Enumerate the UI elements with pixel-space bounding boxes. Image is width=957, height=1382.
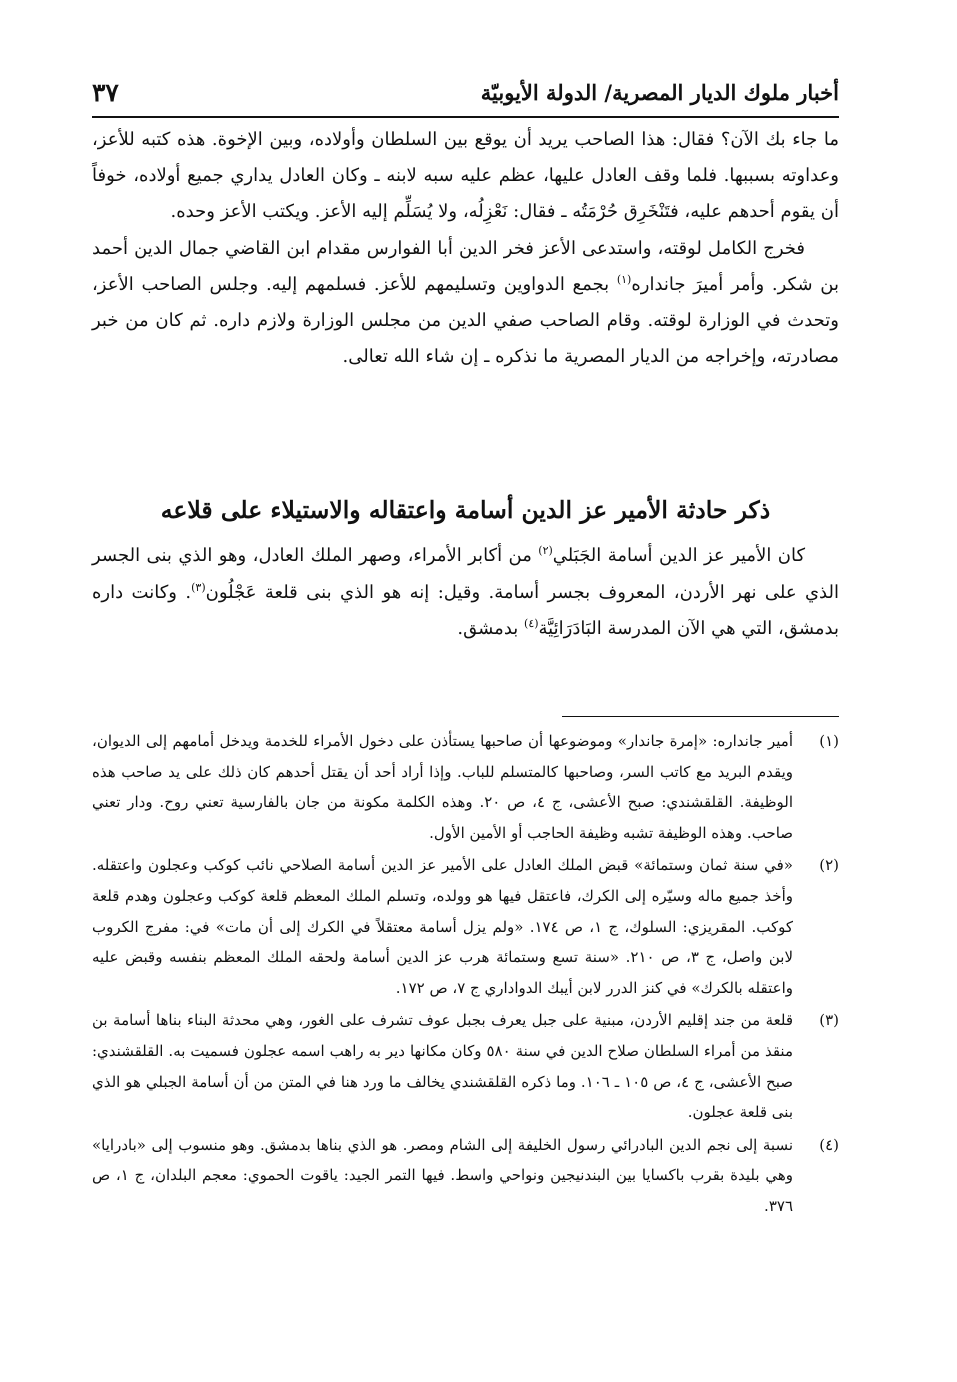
footnote-text: نسبة إلى نجم الدين البادرائي رسول الخليفة إلى الشام ومصر. هو الذي بناها بدمشق. وهو منسوب إلى «بادرايا» وهي بليدة بقرب باكسايا بين البندنيجين ونواحي واسط. فيها التمر الجيد: ياقوت الحموي: معجم البلدان، ج ١، ص ٣٧٦.: [92, 1135, 794, 1215]
section-text: [92, 538, 839, 648]
footnote-separator: [562, 716, 839, 717]
main-text: [92, 122, 839, 375]
section-paragraph-part-a: كان الأمير عز الدين أسامة الجَبَلي: [552, 545, 806, 566]
footnote-marker: (٢): [819, 856, 839, 875]
section-heading: ذكر حادثة الأمير عز الدين أسامة واعتقاله والاستيلاء على قلاعه: [160, 496, 771, 524]
section-paragraph-part-d: بدمشق.: [457, 618, 525, 639]
footnote-marker: (٤): [819, 1135, 839, 1154]
paragraph-1: ما جاء بك الآن؟ فقال: هذا الصاحب يريد أن يوقع بين السلطان وأولاده، وبين الإخوة. هذه كتبه للأعز، وعداوته بسببها. فلما وقف العادل عليها، عظم عليه سبه لابنه ـ وكان العادل يداري جميع أولاده، خوفاً أن يقوم أحدهم عليه، فتَنْخَرِق حُرْمَتُه ـ فقال: نَعْزِلُه، ولا يُسَلِّم إليه الأعز. ويكتب الأعز وحده.: [92, 129, 839, 223]
footnote-ref-1: (١): [616, 272, 632, 286]
footnote-text: قلعة من جند إقليم الأردن، مبنية على جبل يعرف بجبل عوف تشرف على الغور، وهي محدثة البناء بناها أسامة بن منقذ من أمراء السلطان صلاح الدين في سنة ٥٨٠ وكان مكانها دير به راهب اسمه عجلون فسميت به. القلقشندي: صبح الأعشى، ج ٤، ص ١٠٥ ـ ١٠٦. وما ذكره القلقشندي يخالف ما ورد هنا في المتن من أن أسامة الجبلي هو الذي بنى قلعة عجلون.: [92, 1011, 793, 1122]
section-paragraph: [92, 538, 839, 648]
footnote-ref-2: (٢): [538, 544, 553, 557]
footnote-ref-4: (٤): [524, 617, 539, 630]
footnote-marker: (١): [819, 732, 839, 750]
header-rule: [92, 116, 839, 118]
footnote: [92, 850, 839, 1003]
page-header: [92, 70, 839, 114]
paragraph-2-part-b: بجمع الدواوين وتسليمهم للأعز. فسلمهم إليه. وجلس الصاحب الأعز، وتحدث في الوزارة لوقته. وقام الصاحب صفي الدين من مجلس الوزارة ولازم داره. ثم كان من خبر مصادرته، وإخراجه من الديار المصرية ما نذكره ـ إن شاء الله تعالى.: [92, 273, 839, 368]
footnote-marker: (٣): [819, 1011, 839, 1030]
page-number: ٣٧: [92, 77, 119, 107]
paragraph-2: [92, 231, 839, 376]
footnote: [92, 1005, 839, 1127]
section-paragraph-part-b: من أكابر الأمراء، وصهر الملك العادل، وهو الذي بنى الجسر الذي على نهر الأردن، المعروف بجسر أسامة. وقيل: إنه هو الذي بنى قلعة عَجْلُون: [92, 545, 839, 603]
section-paragraph-part-c: . وكانت داره بدمشق، التي هي الآن المدرسة البَادَرَائِيَّة: [92, 581, 839, 639]
running-title: أخبار ملوك الديار المصرية/ الدولة الأيوبيّة: [480, 79, 839, 105]
paragraph-2-part-a: فخرج الكامل لوقته، واستدعى الأعز فخر الدين أبا الفوارس مقدام ابن القاضي جمال الدين أحمد بن شكر. وأمر أميرَ جانداره: [92, 237, 839, 295]
footnote-text: أمير جانداره: «إمرة جاندار» وموضوعها أن صاحبها يستأذن على دخول الأمراء للخدمة ويدخل أمامهم إلى الديوان، ويقدم البريد مع كاتب السر، وصاحبها كالمتسلم للباب. وإذا أراد أحد أن يقتل أحدهم كان ذلك على يد صاحب هذه الوظيفة. القلقشندي: صبح الأعشى، ج ٤، ص ٢٠. وهذه الكلمة مكونة من جان بالفارسية تعني روح. ودار تعني صاحب. وهذه الوظيفة تشبه وظيفة الحاجب أو الأمين الأول.: [92, 732, 794, 842]
footnote: [92, 726, 839, 848]
footnote-ref-3: (٣): [191, 580, 206, 594]
footnote-text: «في سنة ثمان وستمائة» قبض الملك العادل على الأمير عز الدين أسامة الصلاحي نائب كوكب وعجلون واعتقله. وأخذ جميع ماله وسيّره إلى الكرك، فاعتقل فيها هو وولده، وتسلم الملك المعظم قلعة كوكب وعجلون وهدم قلعة كوكب. المقريزي: السلوك، ج ١، ص ١٧٤. «ولم يزل أسامة معتقلاً في الكرك إلى أن مات» في: مفرج الكروب لابن واصل، ج ٣، ص ٢١٠. «سنة تسع وستمائة هرب عز الدين أسامة ولحقه الملك المعظم بنفسه وقبض عليه واعتقله بالكرك» في كنز الدرر لابن أيبك الدواداري ج ٧، ص ١٧٢.: [92, 856, 794, 997]
footnotes: [92, 726, 839, 1224]
footnote: [92, 1130, 839, 1222]
